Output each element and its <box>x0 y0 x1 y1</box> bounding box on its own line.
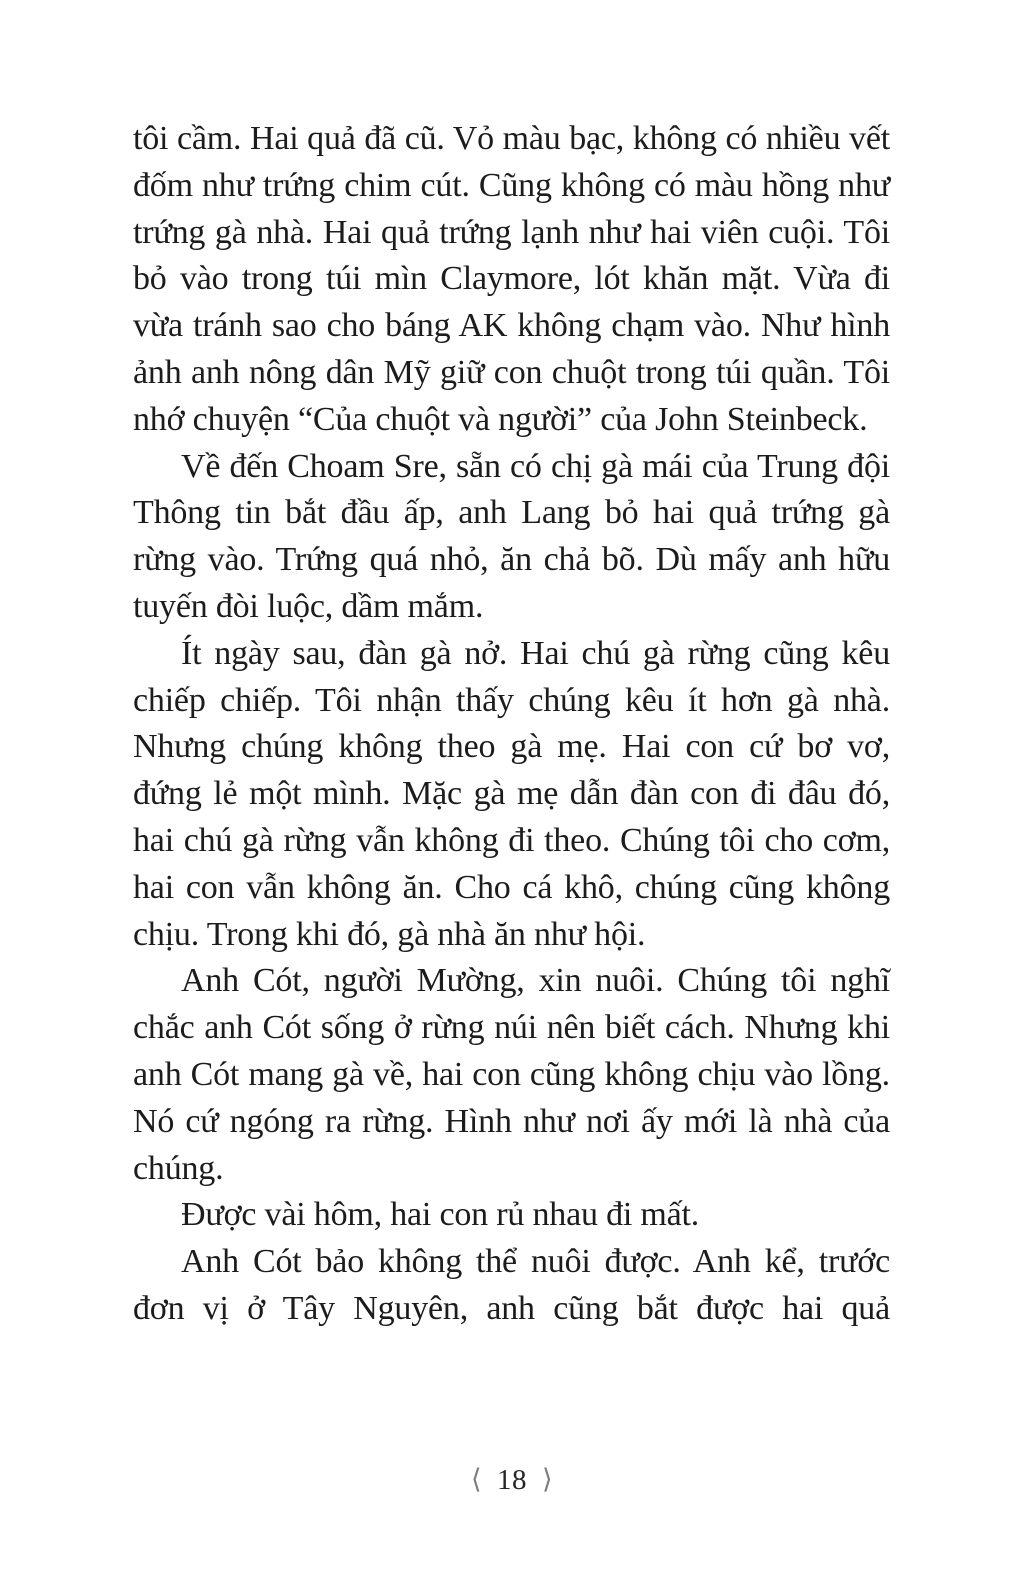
left-angle-bracket-icon: ⟨ <box>470 1464 482 1495</box>
page-number-value: 18 <box>497 1464 527 1496</box>
paragraph: tôi cầm. Hai quả đã cũ. Vỏ màu bạc, không có nhiều vết đốm như trứng chim cút. Cũng không có màu hồng như trứng gà nhà. Hai quả trứng lạnh như hai viên cuội. Tôi bỏ vào trong túi mìn Claymore, lót khăn mặt. Vừa đi vừa tránh sao cho báng AK không chạm vào. Như hình ảnh anh nông dân Mỹ giữ con chuột trong túi quần. Tôi nhớ chuyện “Của chuột và người” của John Steinbeck. <box>133 120 890 438</box>
right-angle-bracket-icon: ⟩ <box>542 1464 554 1495</box>
page-number <box>0 1464 1024 1497</box>
paragraph: Về đến Choam Sre, sẵn có chị gà mái của Trung đội Thông tin bắt đầu ấp, anh Lang bỏ hai quả trứng gà rừng vào. Trứng quá nhỏ, ăn chả bõ. Dù mấy anh hữu tuyến đòi luộc, dầm mắm. <box>133 447 890 625</box>
paragraph: Anh Cót, người Mường, xin nuôi. Chúng tôi nghĩ chắc anh Cót sống ở rừng núi nên biết cách. Nhưng khi anh Cót mang gà về, hai con cũng không chịu vào lồng. Nó cứ ngóng ra rừng. Hình như nơi ấy mới là nhà của chúng. <box>133 962 890 1187</box>
text-block <box>133 116 890 1333</box>
paragraph: Ít ngày sau, đàn gà nở. Hai chú gà rừng cũng kêu chiếp chiếp. Tôi nhận thấy chúng kêu ít hơn gà nhà. Nhưng chúng không theo gà mẹ. Hai con cứ bơ vơ, đứng lẻ một mình. Mặc gà mẹ dẫn đàn con đi đâu đó, hai chú gà rừng vẫn không đi theo. Chúng tôi cho cơm, hai con vẫn không ăn. Cho cá khô, chúng cũng không chịu. Trong khi đó, gà nhà ăn như hội. <box>133 634 890 953</box>
paragraph: Anh Cót bảo không thể nuôi được. Anh kể, trước đơn vị ở Tây Nguyên, anh cũng bắt được hai quả <box>133 1243 890 1327</box>
paragraph: Được vài hôm, hai con rủ nhau đi mất. <box>181 1196 700 1234</box>
